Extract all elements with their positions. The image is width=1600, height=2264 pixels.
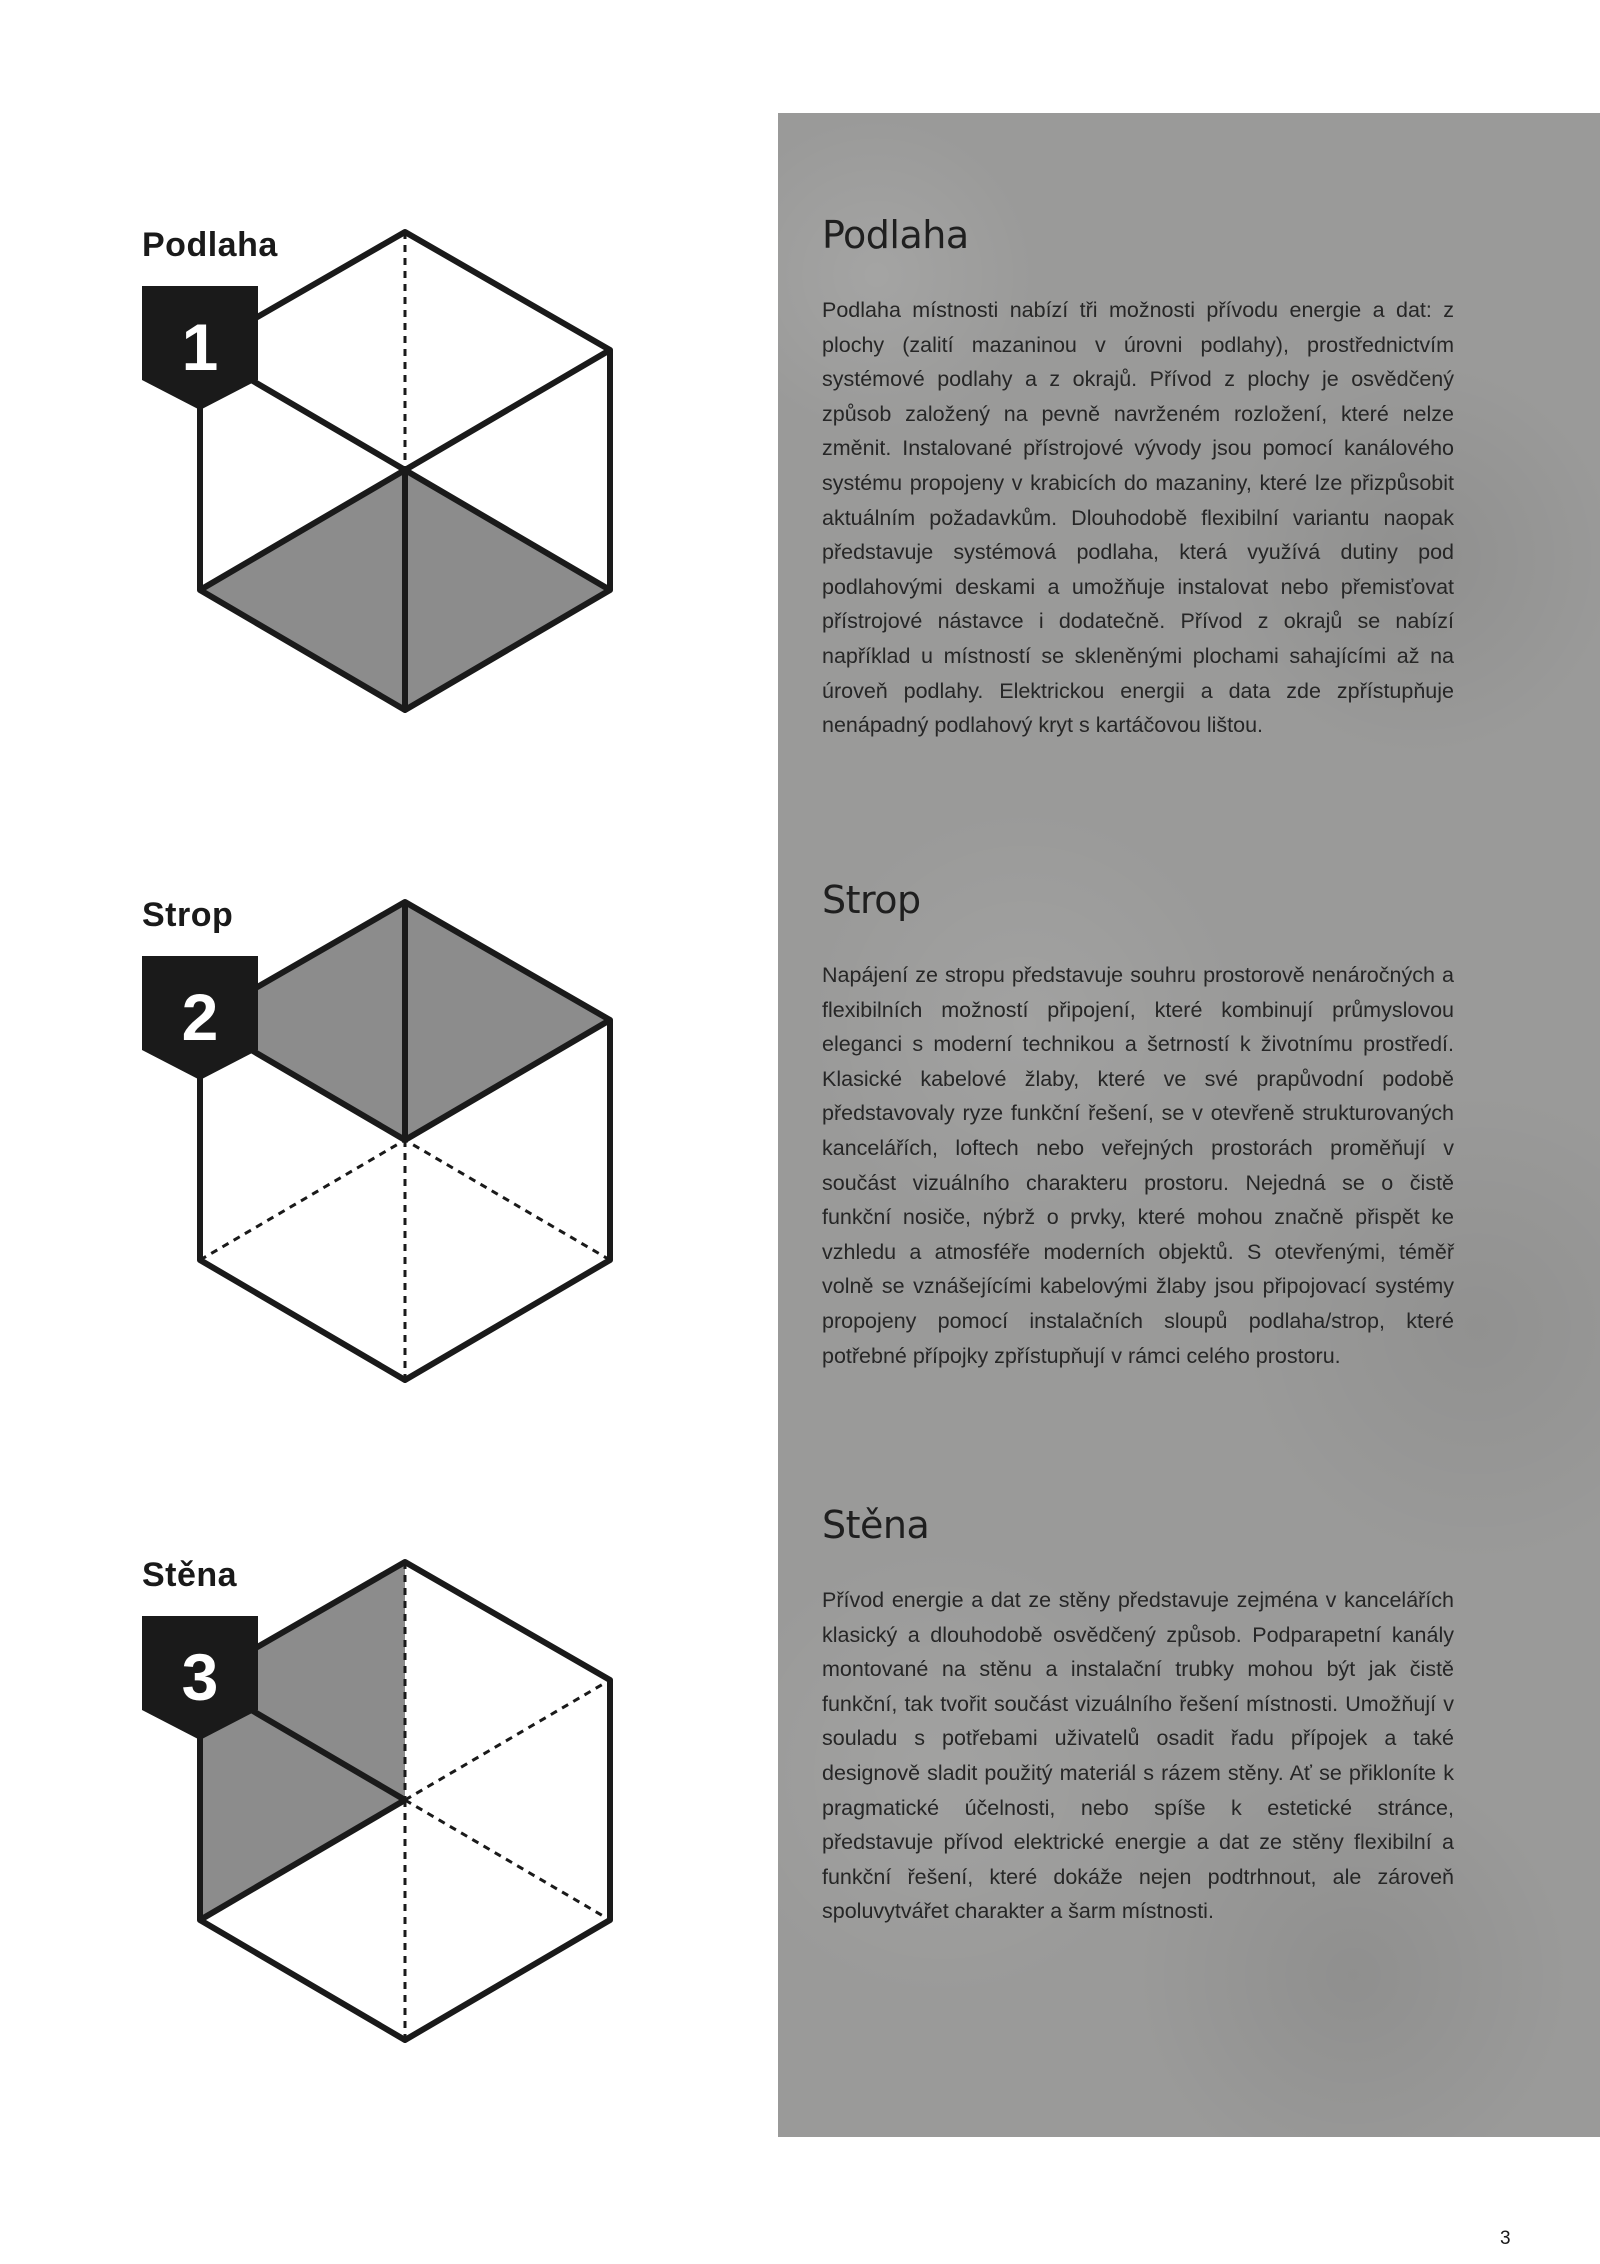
cube-label-floor: Podlaha [142,226,278,264]
page-number: 3 [1500,2228,1511,2249]
section-title-ceiling: Strop [822,878,921,922]
concrete-text-panel [778,113,1600,2137]
cube-label-ceiling: Strop [142,896,234,934]
cube-floor-icon [130,220,650,720]
section-body-floor: Podlaha místnosti nabízí tři možnosti přívodu energie a dat: z plochy (zalití mazaninou v úrovni podlahy), prostřednictvím systémové podlahy a z okrajů. Přívod z plochy je osvědčený způsob založený na pevně navrženém rozložení, které nelze změnit. Instalované přístrojové vývody jsou pomocí kanálového systému propojeny v krabicích do mazaniny, které lze přizpůsobit aktuálním požadavkům. Dlouhodobě flexibilní variantu naopak představuje systémová podlaha, která využívá dutiny pod podlahovými deskami a umožňuje instalovat nebo přemisťovat přístrojové nástavce i dodatečně. Přívod z okrajů se nabízí například u místností se skleněnými plochami sahajícími až na úroveň podlahy. Elektrickou energii a data zde zpřístupňuje nenápadný podlahový kryt s kartáčovou lištou. [822,298,1454,738]
cube-label-wall: Stěna [142,1556,238,1594]
section-title-floor: Podlaha [822,213,969,257]
section-body-ceiling: Napájení ze stropu představuje souhru prostorově nenáročných a flexibilních možností připojení, které kombinují průmyslovou eleganci s moderní technikou a šetrností k životnímu prostředí. Klasické kabelové žlaby, které ve své prapůvodní podobě představovaly ryze funkční řešení, se v otevřeně strukturovaných kancelářích, loftech nebo veřejných prostorách proměňují v součást vizuálního charakteru prostoru. Nejedná se o čistě funkční nosiče, nýbrž o prvky, které mohou značně přispět ke vzhledu a atmosféře moderních objektů. S otevřenými, téměř volně se vznášejícími kabelovými žlaby jsou připojovací systémy propojeny pomocí instalačních sloupů podlaha/strop, které potřebné přípojky zpřístupňují v rámci celého prostoru. [822,963,1454,1368]
cube-number-ceiling: 2 [181,980,219,1054]
section-title-wall: Stěna [822,1503,930,1547]
section-wall [822,1503,1454,1929]
section-floor [822,213,1454,743]
section-ceiling [822,878,1454,1373]
cube-number-floor: 1 [181,310,219,384]
cube-wall-icon [130,1550,650,2050]
cube-ceiling-icon [130,890,650,1390]
cube-number-wall: 3 [181,1640,219,1714]
section-body-wall: Přívod energie a dat ze stěny představuje zejména v kancelářích klasický a dlouhodobě osvědčený způsob. Podparapetní kanály montované na stěnu a instalační trubky mohou být jak čistě funkční, tak tvořit součást vizuálního řešení místnosti. Umožňují v souladu s potřebami uživatelů osadit řadu přípojek a také designově sladit použitý materiál s rázem stěny. Ať se přikloníte k pragmatické účelnosti, nebo spíše k estetické stránce, představuje přívod elektrické energie a dat ze stěny flexibilní a funkční řešení, které dokáže nejen podtrhnout, ale zároveň spoluvytvářet charakter a šarm místnosti. [822,1588,1454,1924]
